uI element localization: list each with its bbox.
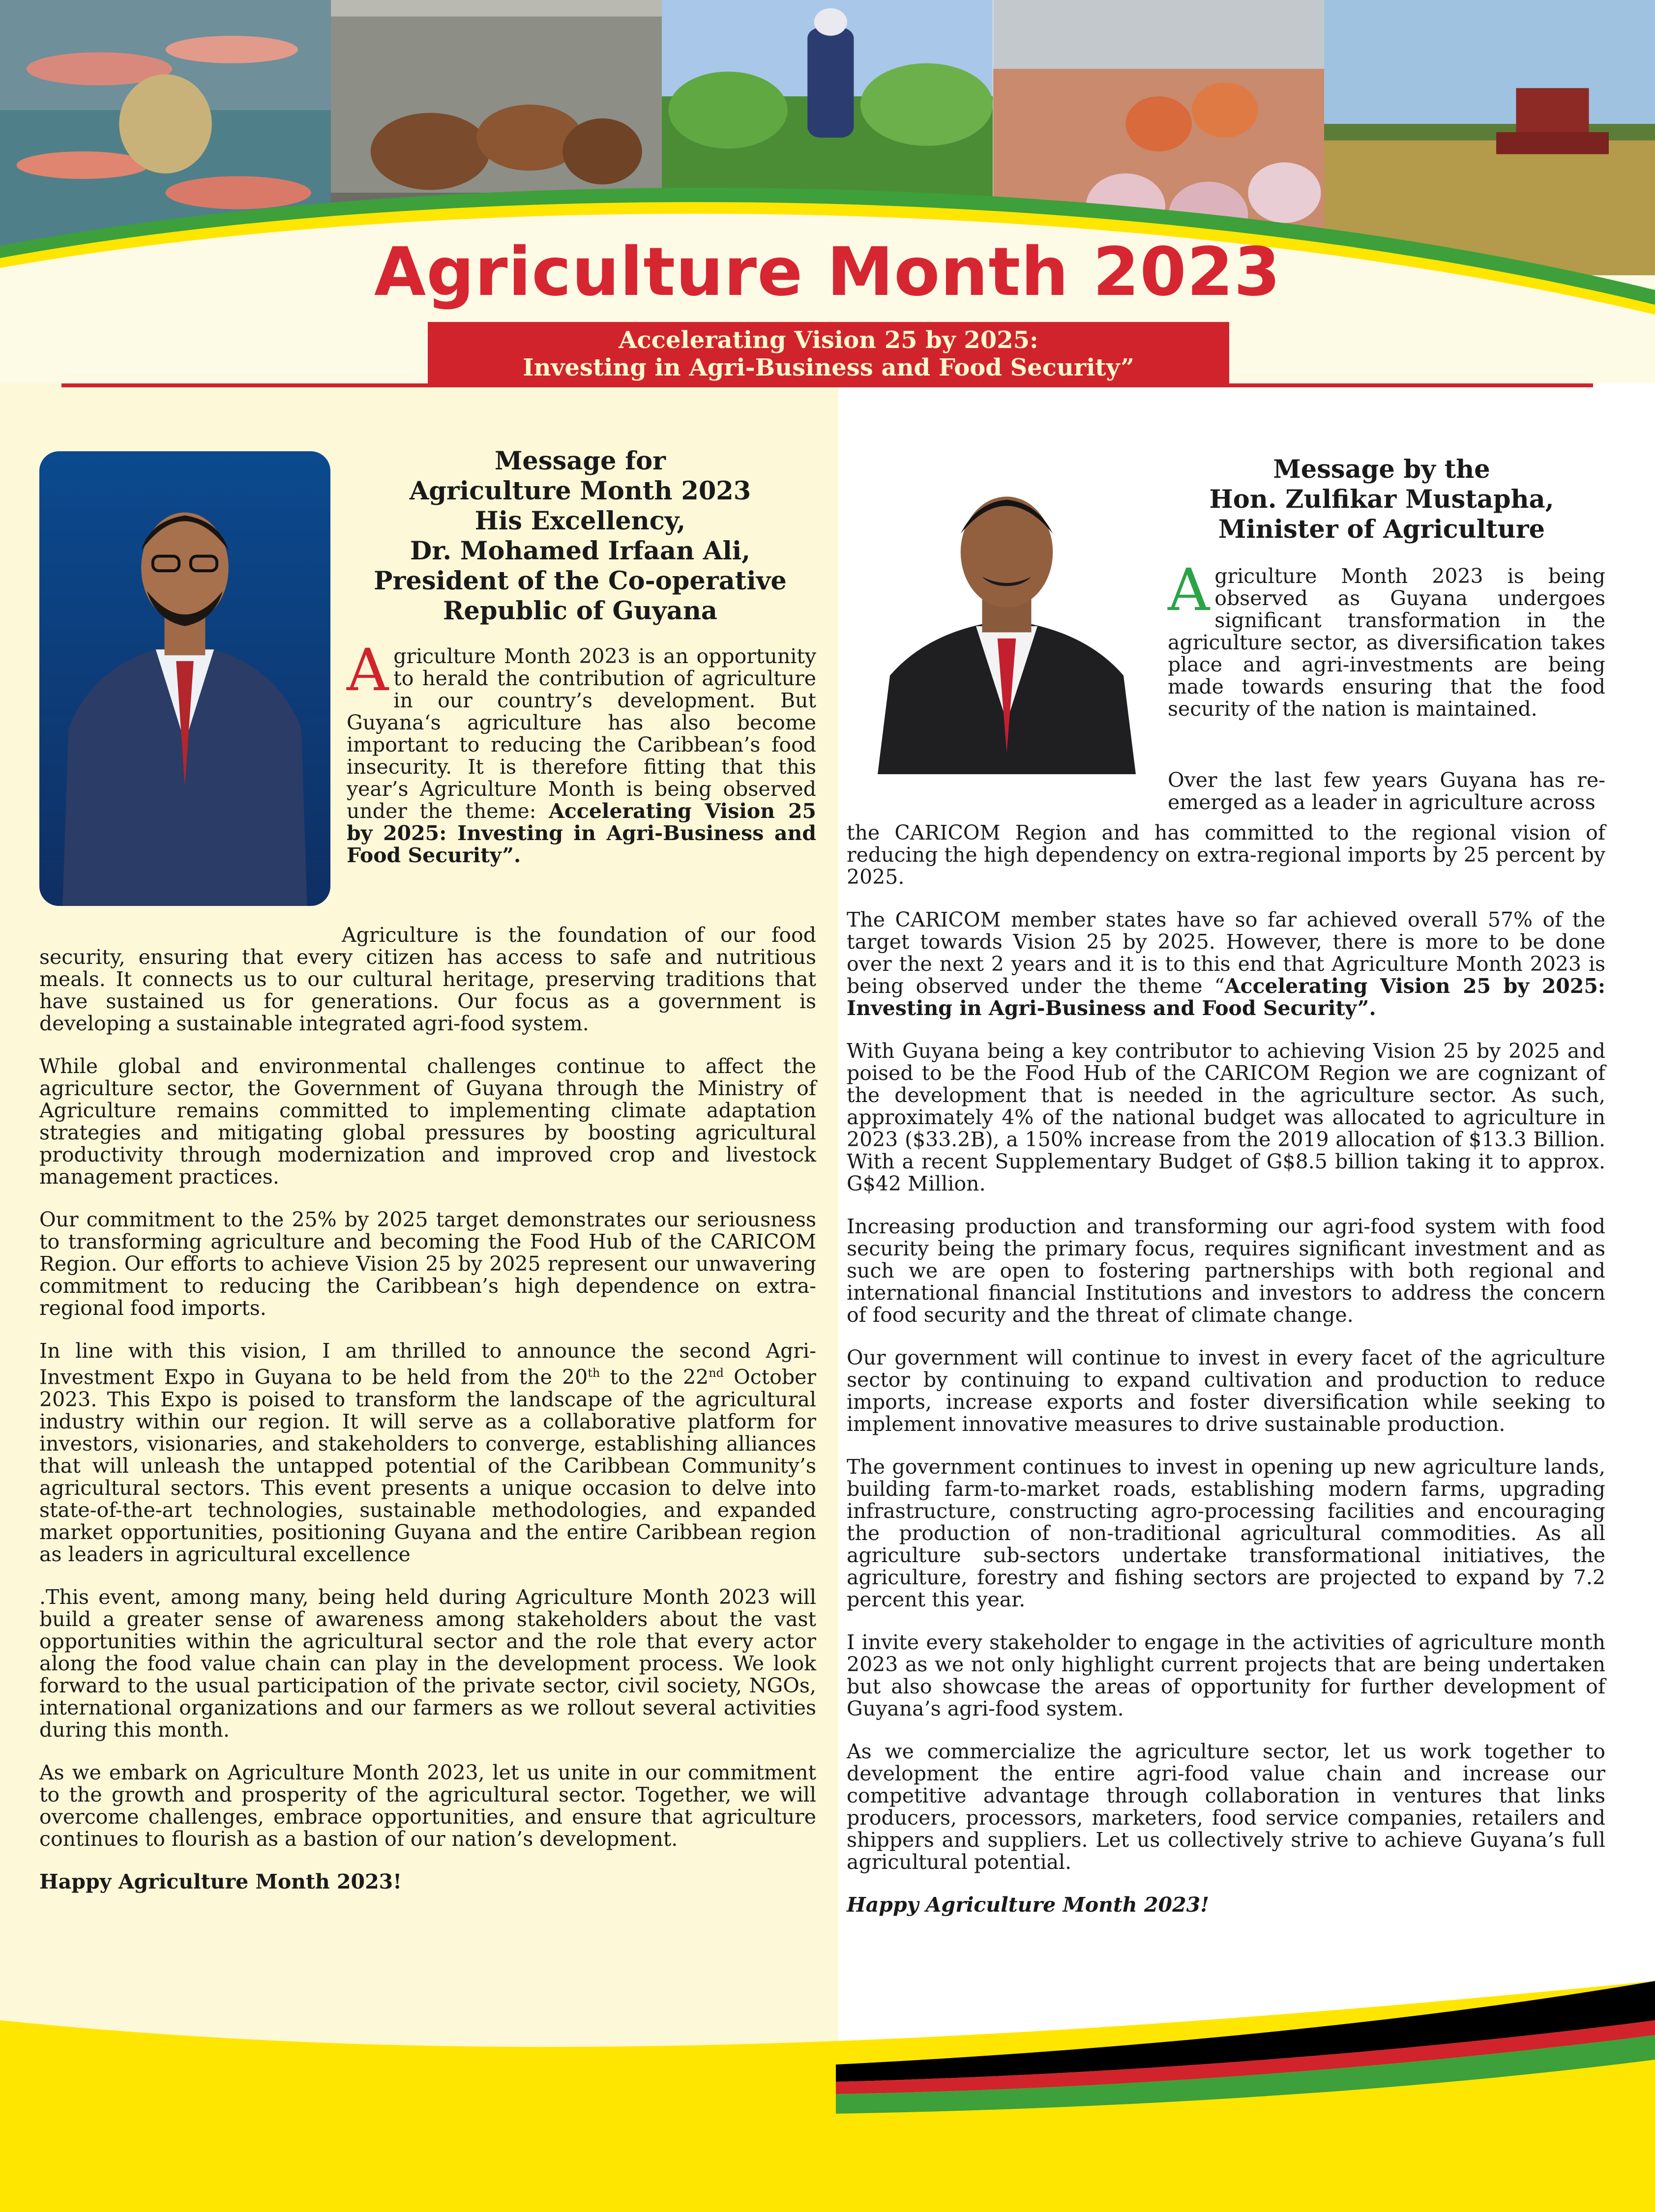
heading-line: Message by the (1273, 455, 1490, 484)
closing-line: Happy Agriculture Month 2023! (39, 1869, 402, 1893)
paragraph: the CARICOM Region and has committed to the regional vision of reducing the high dependency on extra-regional imports by 25 percent by 2025. (847, 821, 1605, 889)
drop-cap: A (347, 636, 389, 704)
minister-portrait (853, 460, 1160, 774)
heading-line: Message for (494, 446, 666, 476)
heading-line: His Excellency, (474, 506, 686, 536)
drop-cap: A (1168, 556, 1210, 624)
expo-text: October 2023. (39, 1365, 816, 1411)
expo-text: In line with this vision, I am thrilled to announce the second Agri-Investment Expo in Guyana to be held from the 20 (39, 1339, 816, 1389)
paragraph: The government continues to invest in opening up new agriculture lands, building farm-to-market roads, establishing modern farms, upgrading infrastructure, constructing agro-processing facilities and encouraging the production of non-traditional agricultural commodities. As all agriculture sub-sectors undertake transformational initiatives, the agriculture, forestry and fishing sectors are projected to expand by 7.2 percent this year. (847, 1455, 1605, 1611)
bottom-wave-band (0, 1947, 1655, 2212)
paragraph: As we commercialize the agriculture sector, let us work together to development the entire agri-food value chain and increase our competitive advantage through collaboration in ventures that links producers, processors, marketers, food service companies, retailers and shippers and suppliers. Let us collectively strive to achieve Guyana’s full agricultural potential. (847, 1740, 1605, 1874)
heading-line: Republic of Guyana (443, 596, 717, 626)
paragraph: While global and environmental challenges continue to affect the agriculture sector, the Government of Guyana through the Ministry of Agriculture remains committed to implementing climate adaptation strategies and mitigating global pressures by boosting agricultural productivity through modernization and improved crop and livestock management practices. (39, 1054, 816, 1189)
paragraph: Agriculture is the foundation of our food security, ensuring that every citizen has access to safe and nutritious meals. It connects us to our cultural heritage, preserving traditions that have sustained us for generations. Our focus as a government is developing a sustainable integrated agri-food system. (39, 923, 816, 1035)
heading-line: President of the Co-operative (374, 566, 787, 596)
paragraph: I invite every stakeholder to engage in the activities of agriculture month 2023 as we not only highlight current projects that are being undertaken but also showcase the areas of opportunity for further development of Guyana’s agri-food system. (847, 1630, 1605, 1720)
paragraph-lead: Over the last few years Guyana has re-emerged as a leader in agriculture across (1168, 768, 1605, 814)
ordinal-suffix: nd (709, 1366, 724, 1380)
minister-message-body (847, 822, 1605, 1937)
minister-intro (1168, 556, 1605, 741)
intro-text: griculture Month 2023 is an opportunity to herald the contribution of agriculture in our country’s development. But Guyana‘s agriculture has also become important to reducing the Caribbean’s food insecurity. It is therefore fitting that this year’s Agriculture Month is being observed under the theme: (347, 644, 816, 823)
intro-theme-bold: Accelerating Vision 25 by 2025: Investing in Agri-Business and Food Security”. (347, 799, 817, 867)
paragraph-expo (39, 1340, 816, 1566)
paragraph: Increasing production and transforming our agri-food system with food security being the primary focus, requires significant investment and as such we are open to fostering partnerships with both regional and international financial Institutions and investors to address the concern of food security and the threat of climate change. (847, 1215, 1605, 1327)
president-message-heading (344, 446, 816, 626)
page-title: Agriculture Month 2023 (374, 233, 1281, 311)
theme-line-2: Investing in Agri-Business and Food Security” (523, 354, 1134, 381)
expo-text: to the 22 (600, 1365, 709, 1389)
caricom-theme-bold: Accelerating Vision 25 by 2025: Investing in Agri-Business and Food Security”. (847, 974, 1605, 1020)
heading-line: Hon. Zulfikar Mustapha, (1209, 485, 1554, 514)
paragraph: With Guyana being a key contributor to achieving Vision 25 by 2025 and poised to be the Food Hub of the CARICOM Region we are cognizant of the development that is needed in the agriculture sector. As such, approximately 4% of the national budget was allocated to agriculture in 2023 ($33.2B), a 150% increase from the 2019 allocation of $13.3 Billion. With a recent Supplementary Budget of G$8.5 billion taking it to approx. G$42 Million. (847, 1039, 1605, 1195)
minister-message-heading (1146, 455, 1618, 545)
paragraph: .This event, among many, being held during Agriculture Month 2023 will build a greater sense of awareness among stakeholders about the vast opportunities within the agricultural sector and the role that every actor along the food value chain can play in the development process. We look forward to the usual participation of the private sector, civil society, NGOs, international organizations and our farmers as we rollout several activities during this month. (39, 1585, 816, 1742)
president-intro (347, 636, 817, 887)
intro-text: griculture Month 2023 is being observed as Guyana undergoes significant transformation in the agriculture sector, as diversification takes place and agri-investments are being made towards ensuring that the food security of the nation is maintained. (1168, 564, 1605, 721)
expo-text: This Expo is poised to transform the landscape of the agricultural industry within our region. It will serve as a collaborative platform for investors, visionaries, and stakeholders to converge, establishing alliances that will unleash the untapped potential of the Caribbean Community’s agricultural sectors. This event presents a unique occasion to delve into state-of-the-art technologies, sustainable methodologies, and expanded market opportunities, positioning Guyana and the entire Caribbean region as leaders in agricultural excellence (39, 1387, 816, 1566)
paragraph-caricom (847, 909, 1605, 1019)
ordinal-suffix: th (588, 1366, 600, 1380)
closing-line: Happy Agriculture Month 2023! (847, 1893, 1210, 1917)
minister-over-lead (1168, 769, 1605, 814)
paragraph: Our commitment to the 25% by 2025 target demonstrates our seriousness to transforming agriculture and becoming the Food Hub of the CARICOM Region. Our efforts to achieve Vision 25 by 2025 represent our unwavering commitment to reducing the Caribbean’s high dependence on extra-regional food imports. (39, 1208, 816, 1320)
theme-line-1: Accelerating Vision 25 by 2025: (619, 326, 1038, 354)
theme-banner (428, 322, 1229, 386)
heading-line: Dr. Mohamed Irfaan Ali, (410, 536, 750, 566)
heading-line: Agriculture Month 2023 (409, 476, 751, 506)
president-message-body (39, 924, 816, 1914)
caricom-text: The CARICOM member states have so far achieved overall 57% of the target towards Vision 25 by 2025. However, there is more to be done over the next 2 years and it is to this end that Agriculture Month 2023 is being observed under the theme “ (847, 908, 1605, 998)
title-divider (61, 383, 1593, 387)
paragraph: As we embark on Agriculture Month 2023, let us unite in our commitment to the growth and prosperity of the agricultural sector. Together, we will overcome challenges, embrace opportunities, and ensure that agriculture continues to flourish as a bastion of our nation’s development. (39, 1760, 816, 1851)
paragraph: Our government will continue to invest in every facet of the agriculture sector by continuing to expand cultivation and production to reduce imports, increase exports and foster diversification while seeking to implement innovative measures to drive sustainable production. (847, 1346, 1605, 1436)
president-portrait (39, 451, 330, 906)
heading-line: Minister of Agriculture (1218, 515, 1545, 544)
